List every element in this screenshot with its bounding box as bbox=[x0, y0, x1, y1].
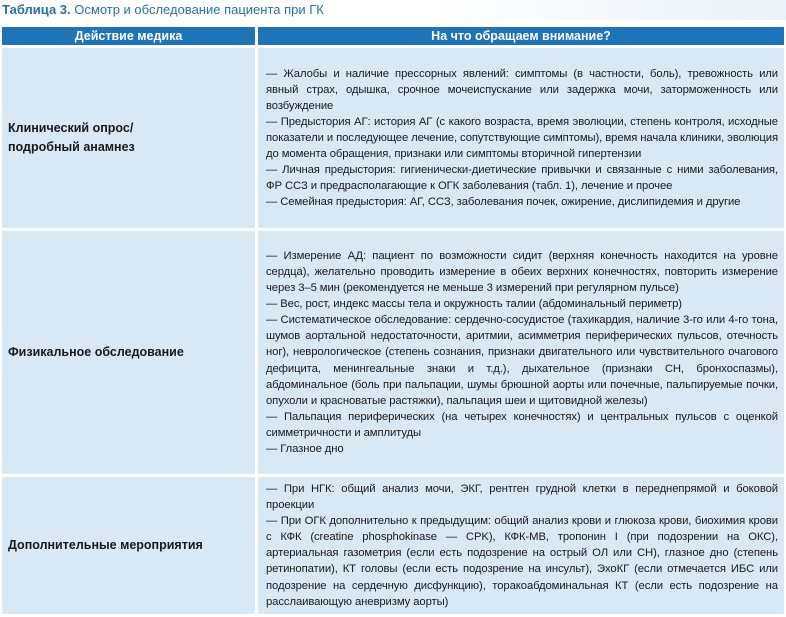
attention-cell bbox=[258, 231, 784, 474]
caption-label: Таблица 3. bbox=[2, 2, 71, 17]
header-attention: На что обращаем внимание? bbox=[258, 27, 784, 45]
list-item: — Измерение АД: пациент по возможности сидит (верхняя конечность находится на уровне сердца), желательно проводить измерение в обеих верхних конечностях, повторить измерение через 3–5 мин (рекомендуется не меньше 3 измерений при регулярном пульсе) bbox=[266, 249, 778, 295]
action-line: Клинический опрос/ bbox=[8, 121, 134, 135]
action-line: Дополнительные мероприятия bbox=[8, 537, 203, 552]
caption-title: Осмотр и обследование пациента при ГК bbox=[74, 2, 324, 17]
header-action: Действие медика bbox=[2, 27, 258, 45]
list-item: — Глазное дно bbox=[266, 443, 344, 456]
table-row bbox=[2, 477, 784, 614]
exam-table bbox=[2, 24, 784, 617]
list-item: — Предыстория АГ: история АГ (с какого возраста, время эволюции, степень контроля, исходные показатели и последующее лечение, сопутствующие симптомы), время начала клиники, эволюция до момента обращения, признаки или симптомы вторичной гипертензии bbox=[266, 115, 778, 161]
action-line: Физикальное обследование bbox=[8, 345, 184, 359]
attention-cell bbox=[258, 477, 784, 614]
list-item: — Пальпация периферических (на четырех конечностях) и центральных пульсов с оценкой симметричности и амплитуды bbox=[266, 410, 778, 439]
attention-cell bbox=[258, 48, 784, 228]
action-cell bbox=[2, 477, 258, 614]
list-item: — Семейная предыстория: АГ, ССЗ, заболевания почек, ожирение, дислипидемия и другие bbox=[266, 196, 741, 209]
table-row bbox=[2, 48, 784, 228]
action-cell bbox=[2, 231, 258, 474]
header-row bbox=[2, 27, 784, 45]
list-item: — Систематическое обследование: сердечно-сосудистое (тахикардия, наличие 3-го или 4-го тона, шумов аортальной недостаточности, аритмии, асимметрия периферических пульсов, отечность ног), неврологическое (степень сознания, признаки двигательного или чувствительного очагового дефицита, менингеальные знаки и т.д.), дыхательное (признаки СН, бронхоспазмы), абдоминальное (боль при пальпации, шумы брюшной аорты или почечные, пальпируемые почки, опухоли и красноватые растяжки), пальпация шеи и щитовидной железы) bbox=[266, 314, 778, 407]
action-line: подробный анамнез bbox=[8, 140, 135, 154]
action-cell bbox=[2, 48, 258, 228]
list-item: — Жалобы и наличие прессорных явлений: симптомы (в частности, боль), тревожность или явный страх, одышка, срочное мочеиспускание или задержка мочи, заторможенность или возбуждение bbox=[266, 67, 778, 112]
table-row bbox=[2, 231, 784, 474]
list-item: — Личная предыстория: гигиенически-диетические привычки и связанные с ними заболевания, ФР ССЗ и предрасполагающие к ОГК заболевания (табл. 1), лечение и прочее bbox=[266, 164, 778, 193]
list-item: — При ОГК дополнительно к предыдущим: общий анализ крови и глюкоза крови, биохимия крови с КФК (creatine phosphokinase — CPK), КФК-МВ, тропонин I (при подозрении на ОКС), артериальная газометрия (если есть подозрение на острый ОЛ или СН), глазное дно (степень ретинопатии), КТ головы (если есть подозрение на инсульт), ЭхоКГ (если отмечается ИБС или подозрение на сердечную дисфункцию), торакоабдоминальная КТ (если есть подозрение на расслаивающую аневризму аорты) bbox=[266, 515, 778, 608]
list-item: — Вес, рост, индекс массы тела и окружность талии (абдоминальный периметр) bbox=[266, 298, 682, 311]
table-caption bbox=[2, 0, 786, 20]
list-item: — При НГК: общий анализ мочи, ЭКГ, рентген грудной клетки в переднепрямой и боковой проекции bbox=[266, 483, 778, 512]
